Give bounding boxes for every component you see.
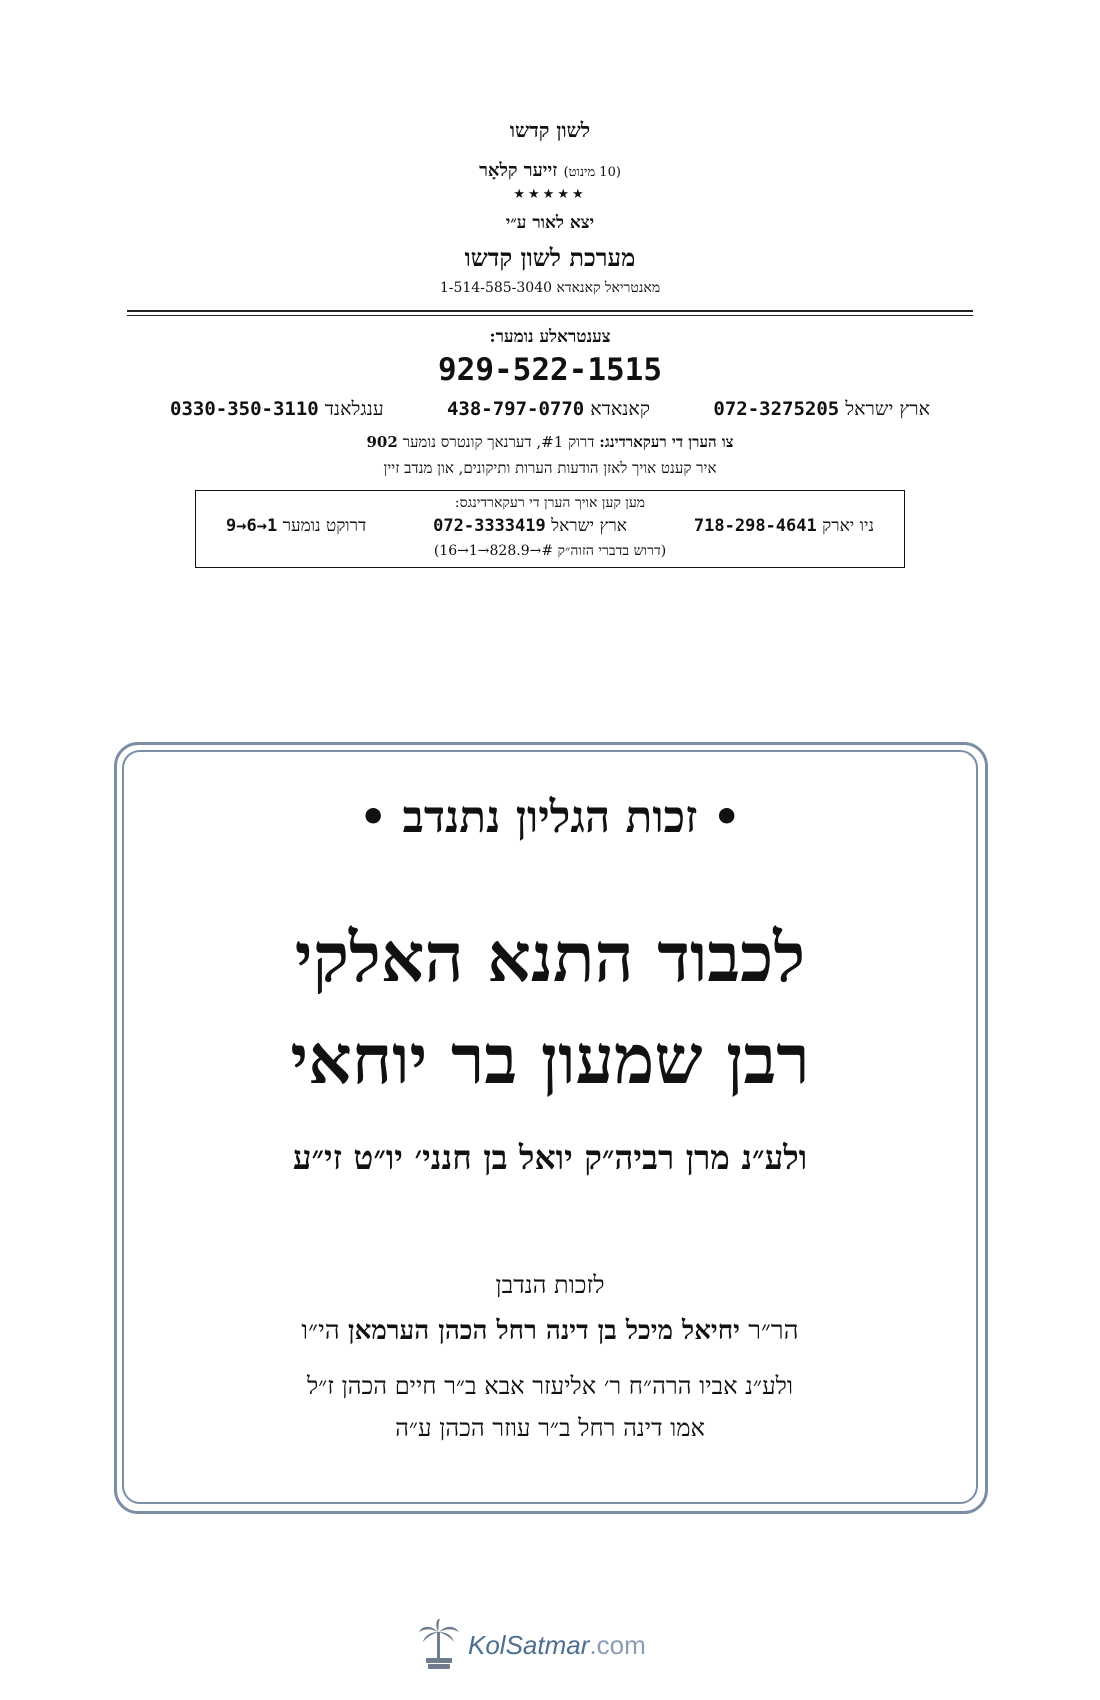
- box-item-label: דרוקט נומער: [282, 516, 367, 536]
- country-label: ארץ ישראל: [845, 398, 930, 420]
- number-canada: [447, 398, 650, 421]
- recordings-label: צו הערן די רעקארדינג:: [599, 433, 734, 451]
- phone-value: 072-3275205: [713, 398, 840, 420]
- watermark: [418, 1618, 646, 1672]
- recordings-press: דרוק #1,: [536, 433, 595, 451]
- merit-suffix: הי״ו: [301, 1316, 340, 1346]
- stars-divider: ★★★★★: [513, 187, 587, 202]
- central-phone-number: 929-522-1515: [438, 352, 662, 388]
- phone-value: 438-797-0770: [446, 398, 585, 420]
- merit-name: יחיאל מיכל בן דינה רחל הכהן הערמאן: [348, 1316, 740, 1346]
- box-item-value: 9→6→1: [226, 516, 278, 536]
- merit-prefix: הר״ר: [748, 1316, 799, 1346]
- box-item-israel: [433, 516, 627, 536]
- phone-value: 0330-350-3110: [170, 398, 319, 420]
- divider-rule: [127, 310, 973, 312]
- recordings-number: 902: [366, 433, 398, 451]
- box-item-press: [226, 516, 366, 536]
- watermark-brand: KolSatmar: [468, 1629, 590, 1660]
- box-item-value: 718-298-4641: [693, 516, 817, 536]
- box-reference: (דרוש בדברי הזוה״ק #→828.9→1→16): [433, 543, 667, 559]
- box-item-label: ארץ ישראל: [551, 516, 627, 536]
- header-subtitle: [0, 160, 1100, 181]
- organization-name: מערכת לשון קדשו: [464, 243, 636, 272]
- recordings-box: [195, 490, 905, 568]
- palm-tree-icon: [418, 1618, 460, 1672]
- merit-donor-name: [0, 1316, 1100, 1346]
- header-title: לשון קדשו: [509, 118, 591, 142]
- watermark-text: [468, 1630, 646, 1661]
- organization-location: [0, 280, 1100, 297]
- merit-father-memorial: ולע״נ אביו הרה״ח ר׳ אליעזר אבא ב״ר חיים הכהן ז״ל: [306, 1372, 794, 1400]
- number-england: [170, 398, 384, 421]
- subtitle-duration: (10 מינוט): [563, 165, 621, 180]
- watermark-domain: .com: [589, 1629, 646, 1660]
- divider-rule-thin: [127, 315, 973, 316]
- location-phone: 1-514-585-3040: [439, 280, 553, 296]
- location-text: מאנטריאל קאנאדא: [556, 280, 661, 296]
- number-israel: [713, 398, 930, 421]
- merit-mother-memorial: אמו דינה רחל ב״ר עוזר הכהן ע״ה: [395, 1414, 705, 1442]
- central-number-label: צענטראלע נומער:: [489, 327, 611, 347]
- box-item-newyork: [694, 516, 874, 536]
- box-item-label: ניו יארק: [822, 516, 874, 536]
- box-title: מען קען אויך הערן די רעקארדינגס:: [454, 495, 646, 511]
- recordings-instructions: [0, 433, 1100, 452]
- subtitle-name: זייער קלאָר: [479, 160, 558, 181]
- dedication-memorial: ולע״נ מרן רביה״ק יואל בן חנני׳ יו״ט זי״ע: [292, 1138, 808, 1177]
- recordings-then: דערנאך קונטרס נומער: [402, 433, 532, 451]
- regional-numbers: [170, 398, 930, 421]
- notes-line: איר קענט אויך לאזן הודעות הערות ותיקונים, און מנדב זיין: [383, 459, 717, 477]
- box-numbers: [226, 516, 874, 536]
- dedication-honoree-line2: רבן שמעון בר יוחאי: [290, 1020, 810, 1100]
- country-label: קאנאדא: [590, 398, 650, 420]
- box-item-value: 072-3333419: [433, 516, 546, 536]
- merit-label: לזכות הנדבן: [495, 1271, 605, 1299]
- dedication-heading: • זכות הגליון נתנדב •: [359, 792, 741, 843]
- dedication-honoree-line1: לכבוד התנא האלקי: [294, 918, 806, 998]
- published-by: יצא לאור ע״י: [505, 213, 595, 233]
- country-label: ענגלאנד: [324, 398, 384, 420]
